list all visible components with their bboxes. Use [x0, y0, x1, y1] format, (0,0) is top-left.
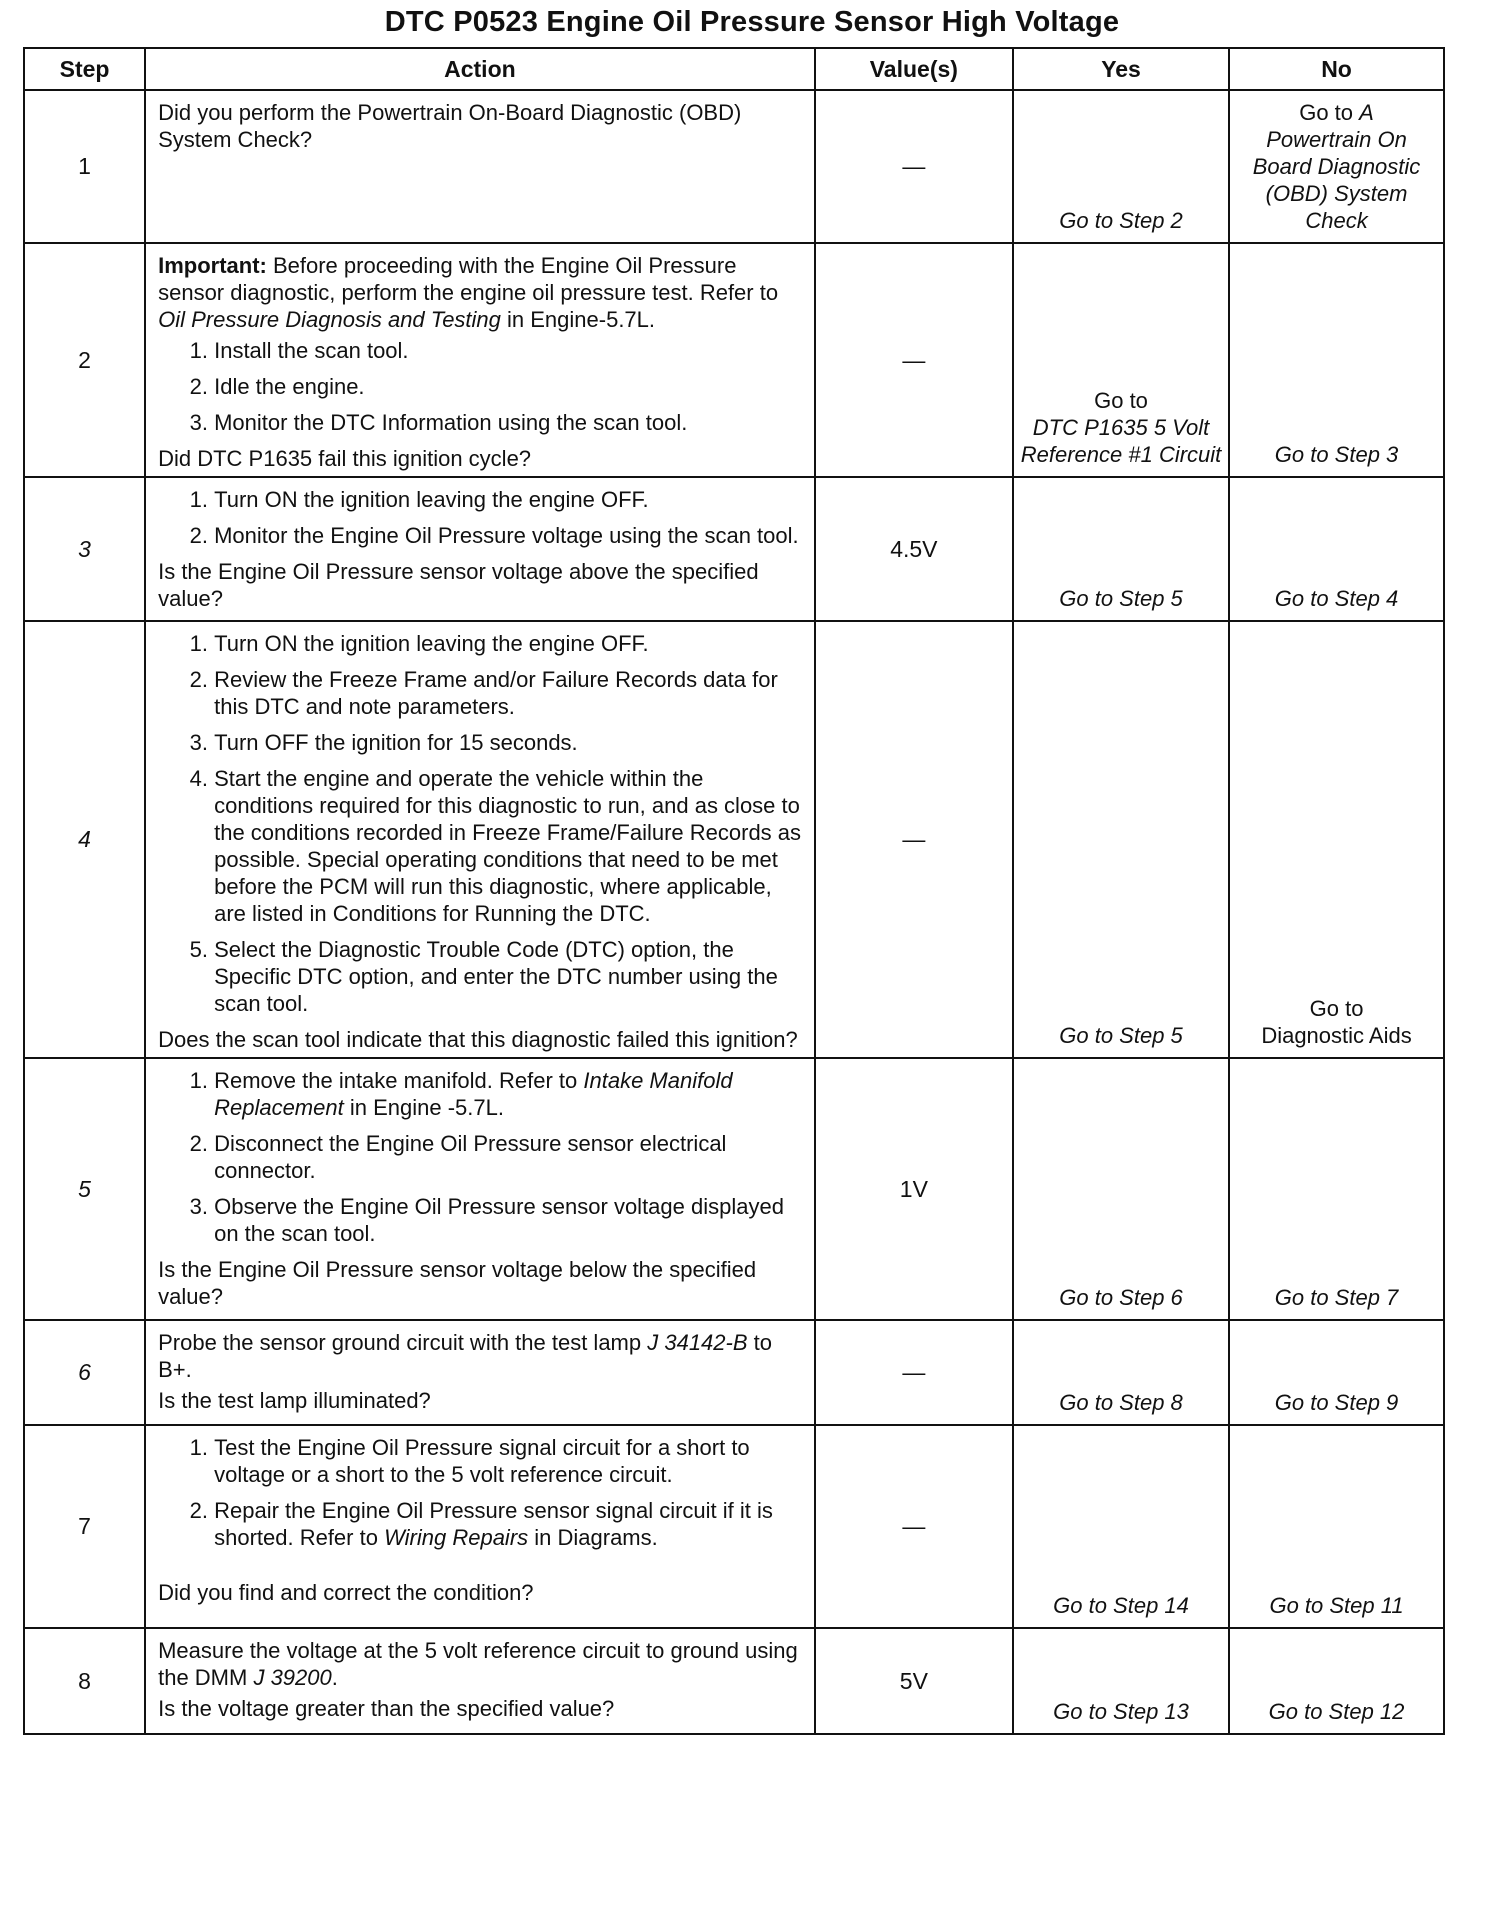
- no-ref-a: A: [1359, 100, 1374, 125]
- action-cell: [145, 243, 815, 477]
- table-row-step-3: [24, 477, 1444, 621]
- yes-cell: [1013, 1058, 1229, 1320]
- action-question: Does the scan tool indicate that this diagnostic failed this ignition?: [158, 1027, 798, 1052]
- instruction-text: Measure the voltage at the 5 volt reference circuit to ground using the DMM: [158, 1638, 798, 1690]
- substep-ref[interactable]: Intake Manifold Replacement: [214, 1068, 733, 1120]
- yes-link[interactable]: Go to Step 14: [1053, 1593, 1189, 1618]
- substep: 2. Disconnect the Engine Oil Pressure sensor electrical connector.: [214, 1130, 804, 1184]
- diagnostic-table: [23, 47, 1445, 1735]
- table-header-row: [24, 48, 1444, 90]
- action-cell: [145, 621, 815, 1058]
- substep: 1. Test the Engine Oil Pressure signal circuit for a short to voltage or a short to the 5 volt reference circuit.: [214, 1434, 804, 1488]
- action-cell: [145, 477, 815, 621]
- tool-ref: J 39200: [253, 1665, 332, 1690]
- no-cell: [1229, 477, 1444, 621]
- table-row-step-1: [24, 90, 1444, 243]
- substep: 5. Select the Diagnostic Trouble Code (DTC) option, the Specific DTC option, and enter the DTC number using the scan tool.: [214, 936, 804, 1017]
- no-cell: [1229, 1058, 1444, 1320]
- substep: 1. Turn ON the ignition leaving the engine OFF.: [214, 630, 804, 657]
- substep-ref[interactable]: Wiring Repairs: [384, 1525, 529, 1550]
- yes-link[interactable]: Go to Step 8: [1059, 1390, 1183, 1415]
- step-number: 8: [24, 1628, 145, 1734]
- yes-link[interactable]: Go to Step 2: [1059, 208, 1183, 233]
- column-header-no: No: [1229, 48, 1444, 90]
- important-tail: in Engine-5.7L.: [500, 307, 656, 332]
- yes-link[interactable]: Go to Step 5: [1059, 1023, 1183, 1048]
- value-cell: —: [815, 243, 1013, 477]
- no-link[interactable]: Go to Step 3: [1274, 442, 1399, 467]
- substep: 3. Turn OFF the ignition for 15 seconds.: [214, 729, 804, 756]
- action-cell: [145, 1628, 815, 1734]
- table-row-step-4: [24, 621, 1444, 1058]
- action-question: Is the test lamp illuminated?: [158, 1388, 431, 1413]
- action-cell: [145, 1058, 815, 1320]
- substep: 3. Monitor the DTC Information using the scan tool.: [214, 409, 804, 436]
- table-row-step-7: [24, 1425, 1444, 1628]
- action-cell: [145, 1320, 815, 1425]
- value-cell: —: [815, 90, 1013, 243]
- value-cell: 1V: [815, 1058, 1013, 1320]
- no-cell: [1229, 243, 1444, 477]
- no-ref[interactable]: Powertrain On Board Diagnostic (OBD) System Check: [1252, 127, 1421, 233]
- substep: 2. Monitor the Engine Oil Pressure voltage using the scan tool.: [214, 522, 804, 549]
- value-cell: —: [815, 621, 1013, 1058]
- action-instruction: [158, 1329, 804, 1383]
- substep: 2. Review the Freeze Frame and/or Failure Records data for this DTC and note parameters.: [214, 666, 804, 720]
- substep: 4. Start the engine and operate the vehicle within the conditions required for this diagnostic to run, and as close to the conditions recorded in Freeze Frame/Failure Records as possible. Special operating conditions that need to be met before the PCM will run this diagnostic, where applicable, are listed in Conditions for Running the DTC.: [214, 765, 804, 927]
- no-cell: [1229, 1425, 1444, 1628]
- no-link[interactable]: Go to Step 9: [1274, 1390, 1399, 1415]
- step-number: 1: [24, 90, 145, 243]
- substep: 3. Observe the Engine Oil Pressure sensor voltage displayed on the scan tool.: [214, 1193, 804, 1247]
- no-cell: [1229, 90, 1444, 243]
- substep-text: Remove the intake manifold. Refer to: [214, 1068, 584, 1093]
- action-question: Did DTC P1635 fail this ignition cycle?: [158, 446, 532, 471]
- yes-link[interactable]: DTC P1635 5 Volt Reference #1 Circuit: [1020, 415, 1222, 467]
- column-header-step: Step: [24, 48, 145, 90]
- substep-list: [158, 630, 804, 1017]
- important-note: [158, 252, 804, 333]
- action-question: Is the voltage greater than the specified value?: [158, 1696, 615, 1721]
- substep-tail: in Diagrams.: [528, 1525, 658, 1550]
- table-row-step-2: [24, 243, 1444, 477]
- action-question: Did you perform the Powertrain On-Board Diagnostic (OBD) System Check?: [158, 100, 742, 152]
- substep: 1. Install the scan tool.: [214, 337, 804, 364]
- substep: [214, 1067, 804, 1121]
- column-header-values: Value(s): [815, 48, 1013, 90]
- yes-link[interactable]: Go to Step 6: [1059, 1285, 1183, 1310]
- no-cell: [1229, 1628, 1444, 1734]
- yes-cell: [1013, 1320, 1229, 1425]
- no-link[interactable]: Go to Step 7: [1274, 1285, 1399, 1310]
- yes-link[interactable]: Go to Step 5: [1059, 586, 1183, 611]
- substep: [214, 1497, 804, 1551]
- value-cell: 5V: [815, 1628, 1013, 1734]
- step-number: 6: [24, 1320, 145, 1425]
- no-link[interactable]: Diagnostic Aids: [1261, 1023, 1412, 1048]
- substep: 2. Idle the engine.: [214, 373, 804, 400]
- step-number: 3: [24, 477, 145, 621]
- yes-cell: [1013, 243, 1229, 477]
- yes-cell: [1013, 477, 1229, 621]
- no-prefix: Go to: [1299, 100, 1360, 125]
- action-question: Is the Engine Oil Pressure sensor voltage above the specified value?: [158, 559, 759, 611]
- important-text: Before proceeding with the Engine Oil Pressure sensor diagnostic, perform the engine oil pressure test. Refer to: [158, 253, 779, 305]
- instruction-text: Probe the sensor ground circuit with the test lamp: [158, 1330, 648, 1355]
- no-link[interactable]: Go to Step 4: [1274, 586, 1399, 611]
- tool-ref: J 34142-B: [647, 1330, 748, 1355]
- action-cell: [145, 90, 815, 243]
- instruction-tail: .: [331, 1665, 338, 1690]
- no-link[interactable]: [1236, 99, 1437, 126]
- step-number: 4: [24, 621, 145, 1058]
- table-row-step-5: [24, 1058, 1444, 1320]
- no-cell: [1229, 1320, 1444, 1425]
- table-row-step-6: [24, 1320, 1444, 1425]
- yes-link[interactable]: Go to Step 13: [1053, 1699, 1189, 1724]
- yes-prefix: Go to: [1094, 388, 1148, 413]
- step-number: 2: [24, 243, 145, 477]
- action-instruction: [158, 1637, 804, 1691]
- substep-list: [158, 1067, 804, 1247]
- substep-list: [158, 337, 804, 436]
- no-cell: [1229, 621, 1444, 1058]
- important-label: Important:: [158, 253, 267, 278]
- substep: 1. Turn ON the ignition leaving the engine OFF.: [214, 486, 804, 513]
- yes-cell: [1013, 1628, 1229, 1734]
- yes-cell: [1013, 621, 1229, 1058]
- value-cell: —: [815, 1425, 1013, 1628]
- action-question: Is the Engine Oil Pressure sensor voltage below the specified value?: [158, 1257, 757, 1309]
- instruction-tail: to B+.: [158, 1330, 772, 1382]
- important-ref[interactable]: Oil Pressure Diagnosis and Testing: [158, 307, 501, 332]
- action-cell: [145, 1425, 815, 1628]
- yes-cell: [1013, 90, 1229, 243]
- no-link[interactable]: Go to Step 12: [1268, 1699, 1405, 1724]
- table-row-step-8: [24, 1628, 1444, 1734]
- no-link[interactable]: Go to Step 11: [1269, 1593, 1404, 1618]
- substep-list: [158, 486, 804, 549]
- column-header-yes: Yes: [1013, 48, 1229, 90]
- yes-cell: [1013, 1425, 1229, 1628]
- substep-tail: in Engine -5.7L.: [343, 1095, 504, 1120]
- page-title: DTC P0523 Engine Oil Pressure Sensor High Voltage: [384, 6, 1120, 38]
- no-prefix: Go to: [1309, 996, 1364, 1021]
- value-cell: 4.5V: [815, 477, 1013, 621]
- step-number: 5: [24, 1058, 145, 1320]
- step-number: 7: [24, 1425, 145, 1628]
- substep-list: [158, 1434, 804, 1551]
- action-question: Did you find and correct the condition?: [158, 1580, 534, 1605]
- substep-text: Repair the Engine Oil Pressure sensor signal circuit if it is shorted. Refer to: [214, 1498, 773, 1550]
- column-header-action: Action: [145, 48, 815, 90]
- value-cell: —: [815, 1320, 1013, 1425]
